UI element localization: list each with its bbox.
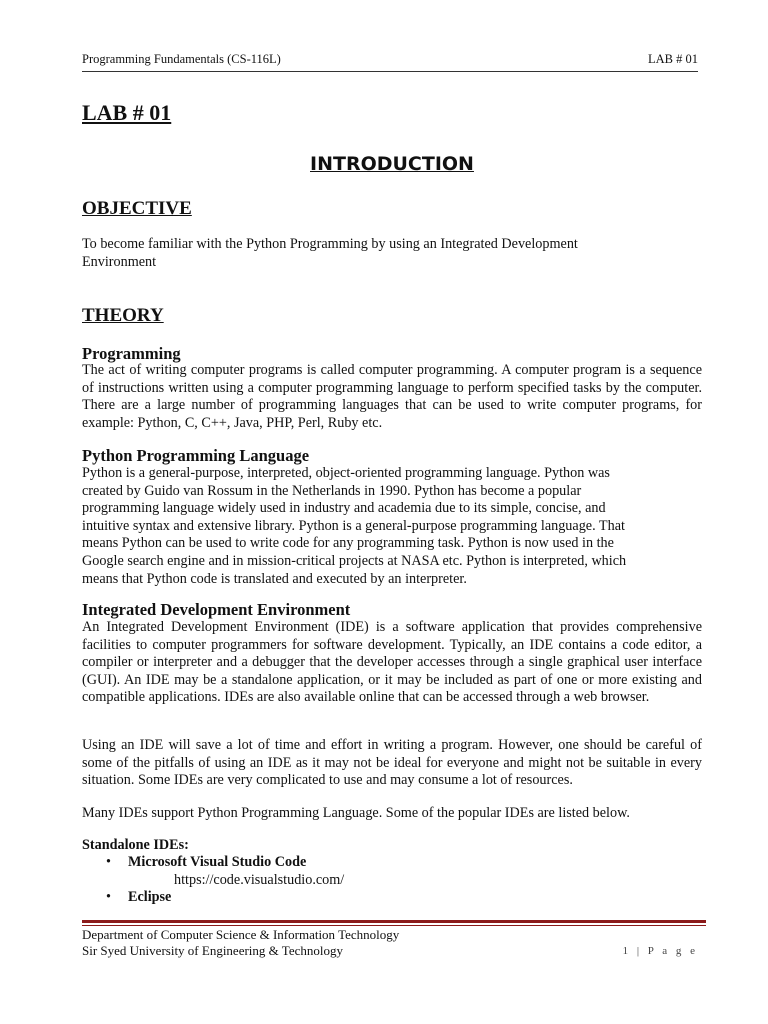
ide-name: Eclipse xyxy=(128,889,172,906)
objective-line-2: Environment xyxy=(82,253,157,270)
ide-heading: Integrated Development Environment xyxy=(82,600,351,619)
ide-name: Microsoft Visual Studio Code xyxy=(128,854,307,870)
university-name: Sir Syed University of Engineering & Technology xyxy=(82,943,343,958)
introduction-title: INTRODUCTION xyxy=(310,153,474,175)
footer-divider-thin xyxy=(82,925,706,926)
programming-heading: Programming xyxy=(82,344,181,363)
course-title: Programming Fundamentals (CS-116L) xyxy=(82,52,281,66)
department-name: Department of Computer Science & Information Technology xyxy=(82,927,400,942)
standalone-ides-list xyxy=(82,854,344,907)
python-line: intuitive syntax and extensive library. Python is a general-purpose programming language. That xyxy=(82,517,625,534)
objective-text xyxy=(82,236,702,271)
python-line: Google search engine and in mission-critical projects at NASA etc. Python is interpreted, which xyxy=(82,552,627,569)
python-line: programming language widely used in industry and academia due to its simple, concise, and xyxy=(82,500,606,517)
list-item xyxy=(82,854,344,889)
ide-paragraph-2: Using an IDE will save a lot of time and effort in writing a program. However, one should be careful of some of the pitfalls of using an IDE as it may not be ideal for everyone and might not be suitable in every situation. Some IDEs are very complicated to use and may consume a lot of resources. xyxy=(82,737,702,789)
ide-url-link[interactable]: https://code.visualstudio.com/ xyxy=(174,871,345,888)
footer-divider xyxy=(82,920,706,923)
python-line: created by Guido van Rossum in the Netherlands in 1990. Python has become a popular xyxy=(82,482,582,499)
page-header xyxy=(82,52,698,72)
list-item xyxy=(82,889,344,907)
objective-line-1: To become familiar with the Python Programming by using an Integrated Development xyxy=(82,236,578,252)
python-line: Python is a general-purpose, interpreted, object-oriented programming language. Python was xyxy=(82,465,610,481)
header-lab-number: LAB # 01 xyxy=(648,52,698,66)
python-paragraph xyxy=(82,465,702,588)
ide-paragraph-1: An Integrated Development Environment (IDE) is a software application that provides comprehensive facilities to computer programmers for software development. Typically, an IDE contains a code editor, a compiler or interpreter and a debugger that the developer accesses through a single graphical user interface (GUI). An IDE may be a standalone application, or it may be included as part of one or more existing and compatible applications. IDEs are also available online that can be accessed through a web browser. xyxy=(82,619,702,706)
ide-paragraph-3: Many IDEs support Python Programming Language. Some of the popular IDEs are listed below. xyxy=(82,805,630,821)
python-heading: Python Programming Language xyxy=(82,446,310,465)
objective-heading: OBJECTIVE xyxy=(82,198,192,219)
programming-paragraph: The act of writing computer programs is called computer programming. A computer program is a sequence of instructions written using a computer programming language to perform specified tasks by the computer. There are a large number of programming languages that can be used to write computer programs, for example: Python, C, C++, Java, PHP, Perl, Ruby etc. xyxy=(82,362,702,431)
lab-title: LAB # 01 xyxy=(82,100,172,125)
standalone-ides-heading: Standalone IDEs: xyxy=(82,837,189,853)
bullet-icon: • xyxy=(106,854,111,870)
page-number: 1 | P a g e xyxy=(622,945,698,957)
python-line: means Python can be used to write code for any programming task. Python is now used in the xyxy=(82,535,614,552)
bullet-icon: • xyxy=(106,889,111,906)
python-line: means that Python code is translated and executed by an interpreter. xyxy=(82,570,467,587)
page-footer xyxy=(82,927,698,959)
theory-heading: THEORY xyxy=(82,305,164,326)
